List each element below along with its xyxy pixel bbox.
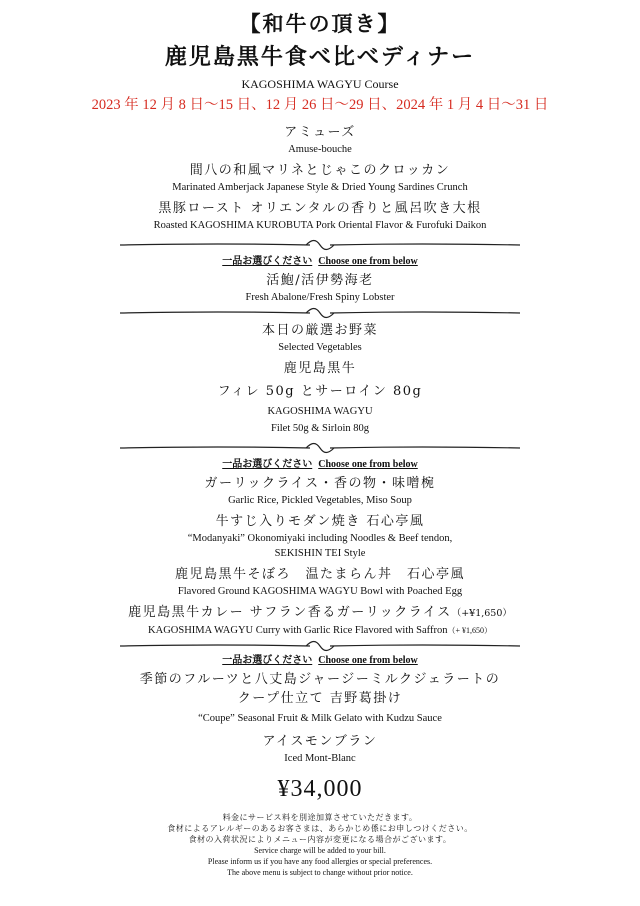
menu-item-coupe [0, 670, 640, 726]
item-name-en [0, 623, 640, 638]
course-name-en: KAGOSHIMA WAGYU Course [241, 77, 399, 91]
choose-label-en: Choose one from below [318, 459, 418, 470]
choose-label-en: Choose one from below [318, 655, 418, 666]
item-name-jp-cont: クープ仕立て 吉野葛掛け [237, 691, 403, 706]
ornamental-divider [120, 239, 520, 251]
menu-item-soboro-bowl [0, 565, 640, 599]
choose-one-label [0, 255, 640, 269]
menu-item-wagyu [0, 359, 640, 436]
choose-label-jp: 一品お選びください [222, 256, 313, 267]
item-name-en: Garlic Rice, Pickled Vegetables, Miso Soup [228, 495, 412, 506]
item-name-jp: 牛すじ入りモダン焼き 石心亭風 [215, 514, 425, 529]
item-name-en: Selected Vegetables [278, 342, 362, 353]
item-name-en-cont: SEKISHIN TEI Style [274, 548, 366, 559]
item-name-en: Amuse-bouche [288, 144, 352, 155]
menu-item-kurobuta [0, 199, 640, 233]
item-name-en-text: KAGOSHIMA WAGYU Curry with Garlic Rice Flavored with Saffron [148, 625, 448, 636]
item-name-en: Flavored Ground KAGOSHIMA WAGYU Bowl with Poached Egg [177, 586, 463, 597]
item-name-en: KAGOSHIMA WAGYU [267, 406, 373, 417]
item-name-jp [0, 603, 640, 623]
note-service-charge-en: Service charge will be added to your bill. [254, 846, 386, 855]
item-name-en: Marinated Amberjack Japanese Style & Dried Young Sardines Crunch [172, 182, 468, 193]
menu-item-amuse [0, 123, 640, 157]
item-name-jp: 季節のフルーツと八丈島ジャージーミルクジェラートの [139, 672, 501, 687]
choose-label-en: Choose one from below [318, 256, 418, 267]
item-name-jp: ガーリックライス・香の物・味噌椀 [204, 476, 436, 491]
item-name-en: Iced Mont-Blanc [284, 753, 356, 764]
item-name-jp: 本日の厳選お野菜 [261, 323, 378, 338]
menu-item-amberjack [0, 161, 640, 195]
note-menu-change-jp: 食材の入荷状況によりメニュー内容が変更になる場合がございます。 [188, 835, 452, 844]
item-name-jp: 鹿児島黒牛そぼろ 温たまらん丼 石心亭風 [174, 567, 465, 582]
supplement-price-jp: （+¥1,650） [451, 608, 512, 619]
item-name-jp: 間八の和風マリネとじゃこのクロッカン [189, 163, 451, 178]
ornamental-divider [120, 640, 520, 652]
item-name-en: Roasted KAGOSHIMA KUROBUTA Pork Oriental Flavor & Furofuki Daikon [153, 220, 487, 231]
menu-item-modanyaki [0, 512, 640, 561]
choose-label-jp: 一品お選びください [222, 459, 313, 470]
menu-item-abalone-lobster [0, 271, 640, 305]
item-name-jp: 活鮑/活伊勢海老 [266, 273, 374, 288]
availability-dates: 2023 年 12 月 8 日〜15 日、12 月 26 日〜29 日、2024 年 1 月 4 日〜31 日 [91, 97, 549, 113]
supplement-price-en: （+ ¥1,650） [447, 626, 492, 635]
note-allergy-en: Please inform us if you have any food allergies or special preferences. [207, 857, 433, 866]
item-name-jp: 黒豚ロースト オリエンタルの香りと風呂吹き大根 [158, 201, 482, 216]
item-name-en: Fresh Abalone/Fresh Spiny Lobster [245, 292, 395, 303]
note-service-charge-jp: 料金にサービス料を別途加算させていただきます。 [222, 813, 418, 822]
menu-title: 【和牛の頂き】 [239, 11, 401, 36]
course-price: ¥34,000 [277, 776, 363, 802]
menu-item-wagyu-curry [0, 603, 640, 638]
menu-subtitle: 鹿児島黒牛食べ比べディナー [164, 44, 476, 70]
note-menu-change-en: The above menu is subject to change without prior notice. [227, 868, 413, 877]
footnotes [0, 812, 640, 878]
choose-one-label [0, 654, 640, 668]
item-name-jp-text: 鹿児島黒牛カレー サフラン香るガーリックライス [128, 605, 452, 620]
ornamental-divider [120, 307, 520, 319]
menu-item-garlic-rice [0, 474, 640, 508]
item-name-en: “Coupe” Seasonal Fruit & Milk Gelato with Kudzu Sauce [198, 713, 442, 724]
menu-item-vegetables [0, 321, 640, 355]
item-detail-jp: フィレ 50g とサーロイン 80g [217, 384, 423, 399]
note-allergy-jp: 食材によるアレルギーのあるお客さまは、あらかじめ係にお申しつけください。 [167, 824, 473, 833]
item-name-jp: アミューズ [284, 125, 356, 140]
ornamental-divider [120, 442, 520, 454]
item-name-jp: 鹿児島黒牛 [283, 361, 357, 376]
item-name-jp: アイスモンブラン [262, 734, 378, 749]
choose-one-label [0, 458, 640, 472]
menu-item-mont-blanc [0, 732, 640, 766]
item-name-en: “Modanyaki” Okonomiyaki including Noodles & Beef tendon, [187, 533, 453, 544]
item-detail-en: Filet 50g & Sirloin 80g [270, 423, 369, 434]
choose-label-jp: 一品お選びください [222, 655, 313, 666]
